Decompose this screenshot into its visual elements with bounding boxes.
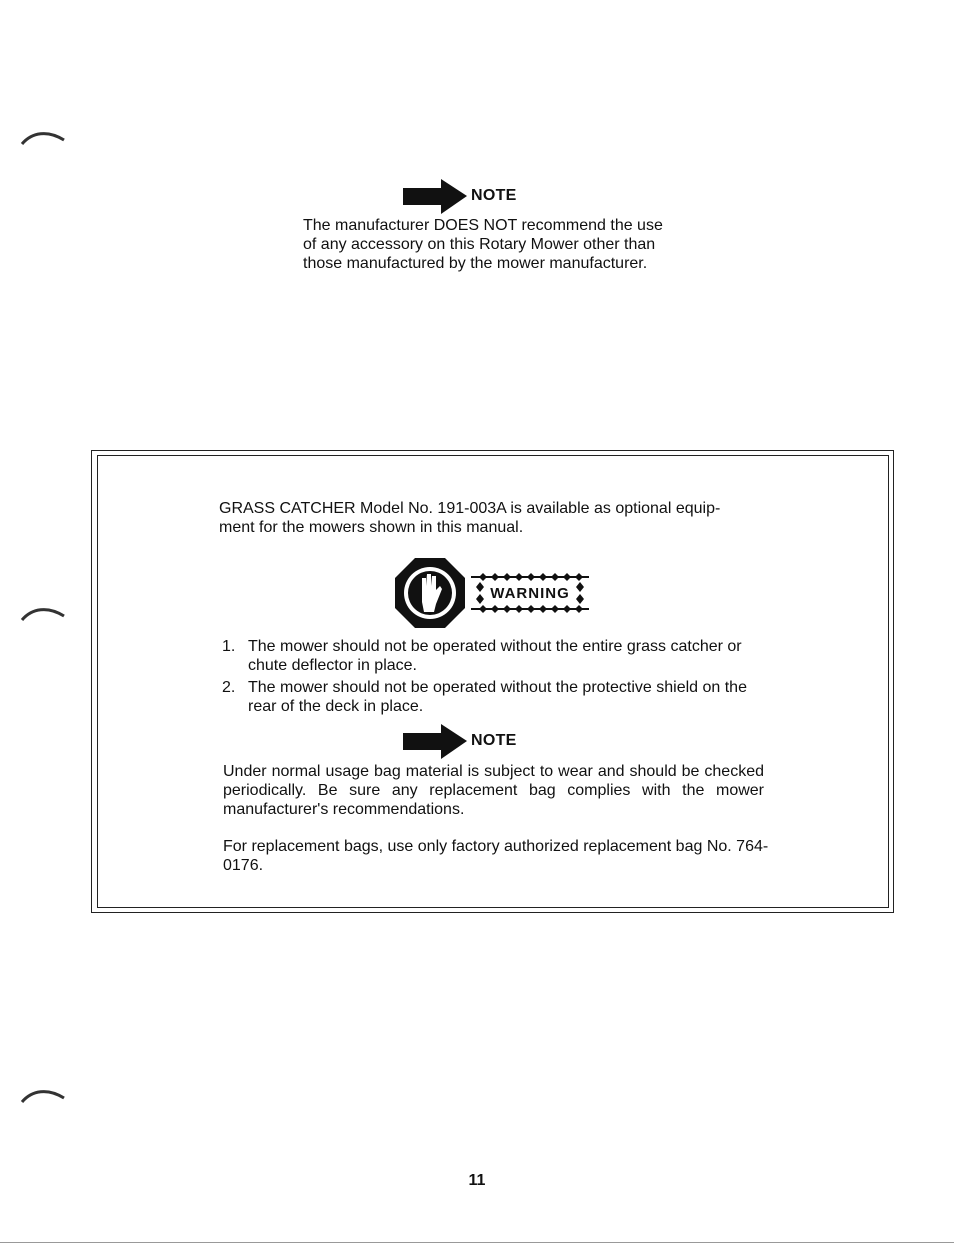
warning-item-text: The mower should not be operated without the entire grass catcher or chute deflector in place. bbox=[248, 638, 742, 674]
binder-mark-bottom bbox=[20, 1086, 66, 1106]
warning-label: WARNING bbox=[490, 584, 570, 602]
bottom-rule bbox=[0, 1242, 954, 1243]
warning-item bbox=[222, 637, 766, 675]
page-number: 11 bbox=[468, 1172, 486, 1189]
arrow-right-icon bbox=[403, 722, 469, 760]
warning-item bbox=[222, 678, 766, 716]
binder-mark-middle bbox=[20, 604, 66, 624]
box-note-label: NOTE bbox=[471, 732, 517, 749]
warning-label-frame bbox=[471, 572, 589, 614]
top-note-heading bbox=[403, 177, 517, 215]
arrow-right-icon bbox=[403, 177, 469, 215]
warning-item-number: 1. bbox=[222, 638, 236, 655]
diamond-border-top-icon bbox=[471, 572, 589, 582]
top-note-label: NOTE bbox=[471, 187, 517, 204]
binder-mark-top bbox=[20, 128, 66, 148]
diamond-border-left-icon bbox=[476, 582, 484, 604]
stop-hand-icon bbox=[393, 556, 467, 630]
warning-banner bbox=[393, 556, 589, 630]
top-note-text: The manufacturer DOES NOT recommend the use of any accessory on this Rotary Mower other than those manufactured by the mower manufacturer. bbox=[303, 217, 663, 272]
grass-catcher-intro: GRASS CATCHER Model No. 191-003A is available as optional equip- ment for the mowers shown in this manual. bbox=[219, 500, 721, 536]
warning-item-text: The mower should not be operated without the protective shield on the rear of the deck in place. bbox=[248, 679, 747, 715]
diamond-border-right-icon bbox=[576, 582, 584, 604]
box-note-heading bbox=[403, 722, 517, 760]
box-note-text: Under normal usage bag material is subject to wear and should be checked periodically. Be sure any replacement bag complies with the mower manufacturer's recommendations. bbox=[223, 763, 764, 818]
replacement-bag-text: For replacement bags, use only factory authorized replacement bag No. 764-0176. bbox=[223, 838, 769, 874]
warning-list bbox=[222, 637, 766, 719]
diamond-border-bottom-icon bbox=[471, 604, 589, 614]
warning-item-number: 2. bbox=[222, 679, 236, 696]
